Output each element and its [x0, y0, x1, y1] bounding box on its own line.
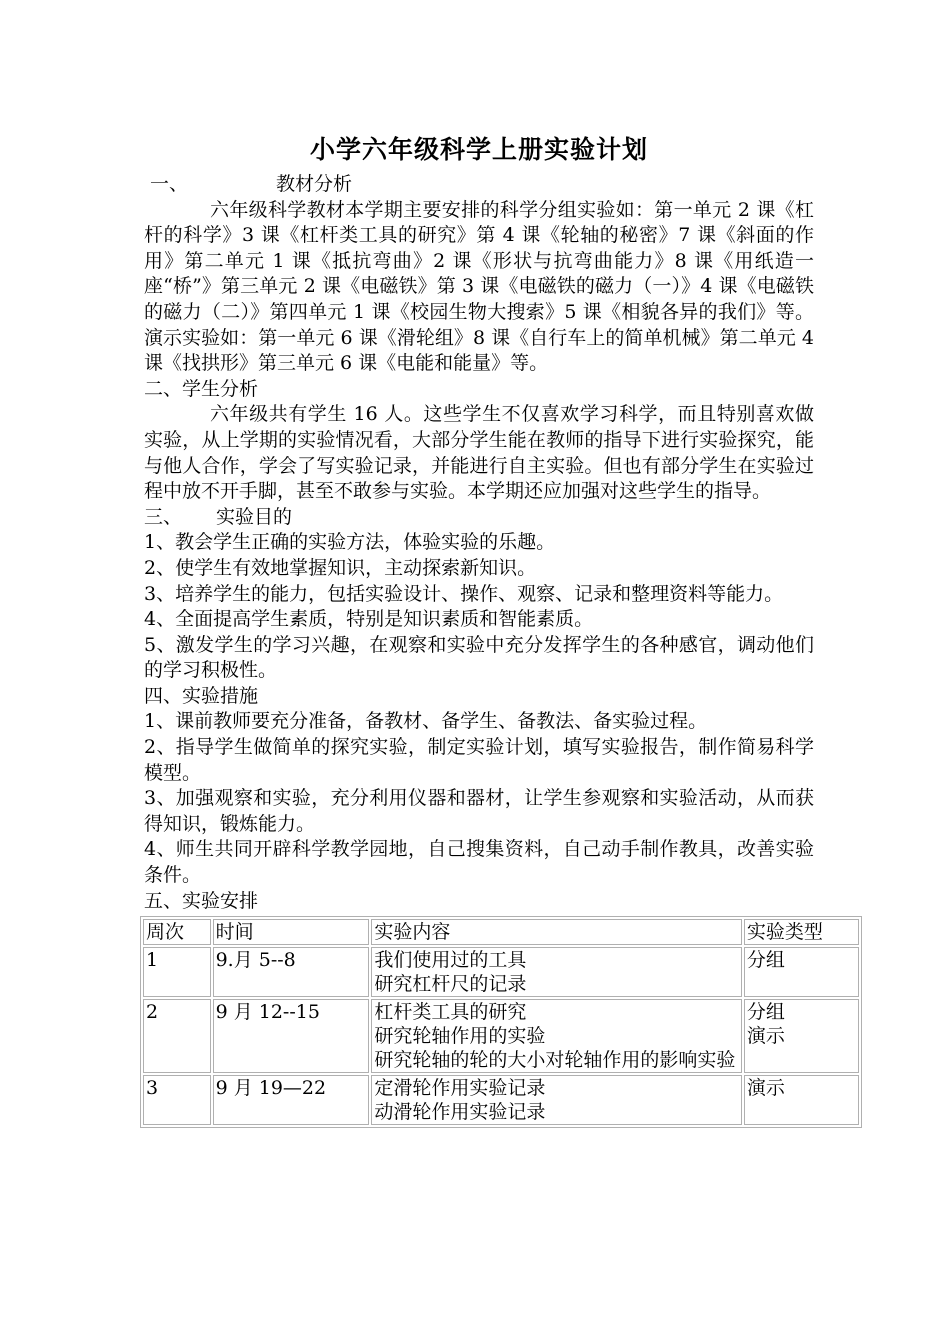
header-type: 实验类型 [744, 919, 859, 945]
cell-week: 3 [143, 1075, 211, 1125]
header-content: 实验内容 [371, 919, 742, 945]
list-item: 3、加强观察和实验，充分利用仪器和器材，让学生参观察和实验活动，从而获得知识，锻炼能力。 [144, 787, 814, 835]
section-title: 实验目的 [216, 505, 293, 528]
table-row [143, 999, 859, 1073]
content-line: 定滑轮作用实验记录 [374, 1077, 546, 1100]
cell-time: 9 月 12--15 [213, 999, 370, 1073]
cell-time: 9.月 5--8 [213, 947, 370, 997]
list-item: 3、培养学生的能力，包括实验设计、操作、观察、记录和整理资料等能力。 [144, 582, 784, 605]
header-week: 周次 [143, 919, 211, 945]
content-line: 研究轮轴作用的实验 [374, 1025, 546, 1048]
cell-type [744, 999, 859, 1073]
schedule-table [140, 916, 862, 1128]
section-number: 三、 [144, 505, 183, 528]
section-paragraph-2: 六年级共有学生 16 人。这些学生不仅喜欢学习科学，而且特别喜欢做实验，从上学期的实验情况看，大部分学生能在教师的指导下进行实验探究，能与他人合作，学会了写实验记录，并能进行自主实验。但也有部分学生在实验过程中放不开手脚，甚至不敢参与实验。本学期还应加强对这些学生的指导。 [144, 403, 814, 503]
list-item: 1、课前教师要充分准备，备教材、备学生、备教法、备实验过程。 [144, 710, 708, 733]
section-paragraph-1: 六年级科学教材本学期主要安排的科学分组实验如：第一单元 2 课《杠杆的科学》3 课《杠杆类工具的研究》第 4 课《轮轴的秘密》7 课《斜面的作用》第二单元 1 课《抵抗弯曲》2 课《形状与抗弯曲能力》8 课《用纸造一座“桥”》第三单元 2 课《电磁铁》第 3 课《电磁铁的磁力（一）》4 课《电磁铁的磁力（二）》第四单元 1 课《校园生物大搜索》5 课《相貌各异的我们》等。演示实验如：第一单元 6 课《滑轮组》8 课《自行车上的简单机械》第二单元 4 课《找拱形》第三单元 6 课《电能和能量》等。 [144, 198, 814, 375]
type-line: 分组 [746, 1001, 785, 1024]
list-item: 4、师生共同开辟科学教学园地，自己搜集资料，自己动手制作教具，改善实验条件。 [144, 838, 814, 887]
cell-week: 2 [143, 999, 211, 1073]
section-title: 教材分析 [276, 173, 353, 195]
table-row [143, 1075, 859, 1125]
cell-content [371, 947, 742, 997]
section-heading-5: 五、实验安排 [144, 889, 259, 912]
content-line: 研究杠杆尺的记录 [374, 973, 527, 996]
document-title: 小学六年级科学上册实验计划 [309, 135, 648, 164]
content-line: 我们使用过的工具 [374, 949, 527, 972]
content-line: 研究轮轴的轮的大小对轮轴作用的影响实验 [374, 1049, 736, 1072]
type-line: 演示 [746, 1077, 785, 1100]
list-item: 4、全面提高学生素质，特别是知识素质和智能素质。 [144, 608, 594, 631]
list-item: 1、教会学生正确的实验方法，体验实验的乐趣。 [144, 531, 556, 554]
content-line: 杠杆类工具的研究 [374, 1001, 527, 1024]
list-item: 2、指导学生做简单的探究实验，制定实验计划，填写实验报告，制作简易科学模型。 [144, 736, 814, 784]
table-row [143, 947, 859, 997]
type-line: 分组 [746, 949, 785, 972]
cell-time: 9 月 19—22 [213, 1075, 370, 1125]
content-line: 动滑轮作用实验记录 [374, 1101, 546, 1124]
section-heading-3 [144, 505, 814, 531]
cell-type [744, 1075, 859, 1125]
table-header-row [143, 919, 859, 945]
cell-content [371, 1075, 742, 1125]
cell-type [744, 947, 859, 997]
section-heading-2: 二、学生分析 [144, 377, 259, 400]
header-time: 时间 [213, 919, 370, 945]
section-number: 一、 [150, 173, 189, 195]
cell-week: 1 [143, 947, 211, 997]
section-heading-1 [144, 172, 814, 198]
list-item: 2、使学生有效地掌握知识，主动探索新知识。 [144, 556, 537, 579]
document-page [144, 128, 823, 1128]
type-line: 演示 [746, 1025, 785, 1048]
list-item: 5、激发学生的学习兴趣，在观察和实验中充分发挥学生的各种感官，调动他们的学习积极性。 [144, 633, 814, 682]
section-heading-4: 四、实验措施 [144, 684, 259, 707]
cell-content [371, 999, 742, 1073]
